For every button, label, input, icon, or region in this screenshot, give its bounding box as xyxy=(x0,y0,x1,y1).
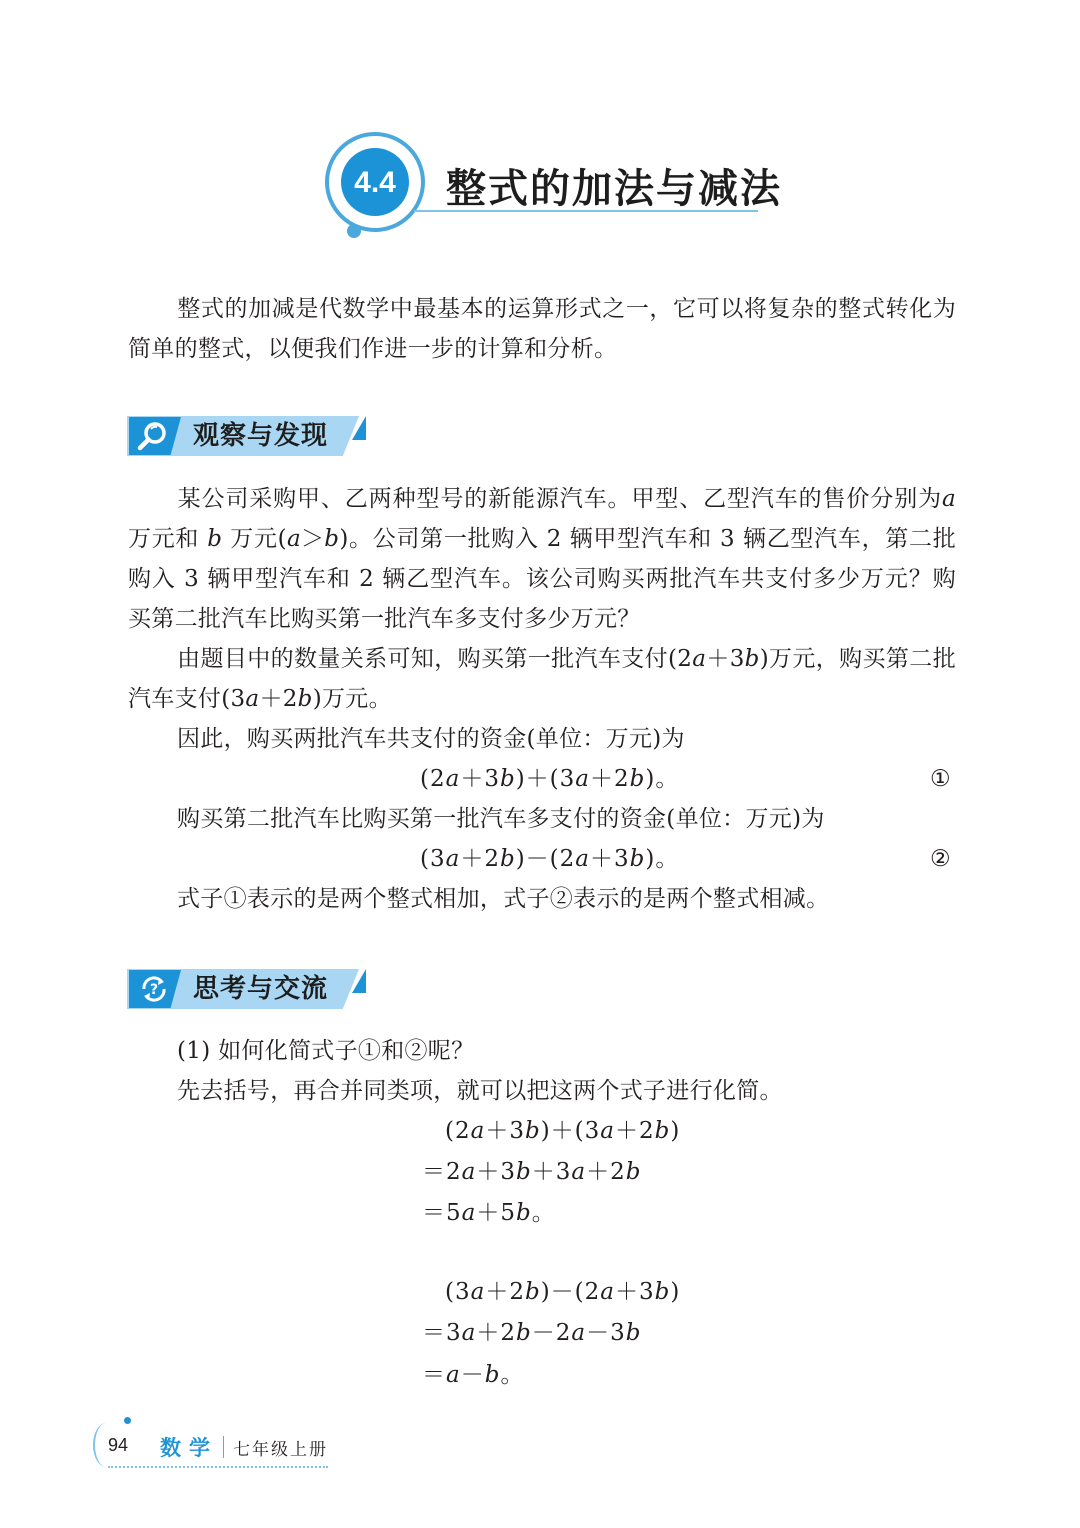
footer-dotted-line xyxy=(108,1466,328,1468)
expression-1: (2a＋3b)＋(3a＋2b)。 xyxy=(420,766,680,792)
question-cycle-icon xyxy=(136,973,172,1005)
svg-text:?: ? xyxy=(149,982,159,998)
section-number: 4.4 xyxy=(354,166,396,199)
footer-dot xyxy=(124,1417,131,1424)
analysis-paragraph: 由题目中的数量关系可知，购买第一批汽车支付(2a＋3b)万元，购买第二批汽车支付(3a＋2b)万元。 xyxy=(128,646,956,712)
observe-discover-heading xyxy=(127,416,367,458)
think-discuss-heading xyxy=(127,969,367,1011)
intro-text: 整式的加减是代数学中最基本的运算形式之一，它可以将复杂的整式转化为简单的整式，以便我们作进一步的计算和分析。 xyxy=(128,296,956,362)
total-cost-sentence: 因此，购买两批汽车共支付的资金(单位：万元)为 xyxy=(177,726,685,752)
difference-step-3: ＝a－b。 xyxy=(422,1362,525,1388)
difference-step-2: ＝3a＋2b－2a－3b xyxy=(422,1320,642,1346)
expression-1-label: ① xyxy=(930,766,951,792)
question-1: (1) 如何化简式子①和②呢？ xyxy=(177,1038,475,1064)
page-number: 94 xyxy=(108,1435,129,1455)
method-sentence: 先去括号，再合并同类项，就可以把这两个式子进行化简。 xyxy=(177,1078,783,1104)
conclusion-sentence: 式子①表示的是两个整式相加，式子②表示的是两个整式相减。 xyxy=(177,886,830,912)
problem-paragraph: 某公司采购甲、乙两种型号的新能源汽车。甲型、乙型汽车的售价分别为a 万元和 b 万元(a＞b)。公司第一批购入 2 辆甲型汽车和 3 辆乙型汽车，第二批购入 3 辆甲型汽车和 2 辆乙型汽车。该公司购买两批汽车共支付多少万元？购买第二批汽车比购买第一批汽车多支付多少万元？ xyxy=(128,486,957,632)
intro-paragraph xyxy=(128,289,956,369)
magnifier-icon xyxy=(136,420,172,452)
footer-subject: 数学 xyxy=(160,1435,218,1460)
section-badge-dot xyxy=(347,224,361,238)
expression-2: (3a＋2b)－(2a＋3b)。 xyxy=(420,846,680,872)
difference-sentence: 购买第二批汽车比购买第一批汽车多支付的资金(单位：万元)为 xyxy=(177,806,825,832)
expression-2-label: ② xyxy=(930,846,951,872)
sum-step-1: (2a＋3b)＋(3a＋2b) xyxy=(445,1118,681,1144)
think-discuss-title: 思考与交流 xyxy=(193,974,329,1004)
difference-step-1: (3a＋2b)－(2a＋3b) xyxy=(445,1279,681,1305)
footer-book-title: 七年级上册 xyxy=(233,1440,328,1460)
sum-step-3: ＝5a＋5b。 xyxy=(422,1200,556,1226)
observe-discover-title: 观察与发现 xyxy=(193,421,329,451)
sum-step-2: ＝2a＋3b＋3a＋2b xyxy=(422,1159,642,1185)
footer-separator xyxy=(223,1436,224,1458)
section-title: 整式的加法与减法 xyxy=(446,166,782,212)
